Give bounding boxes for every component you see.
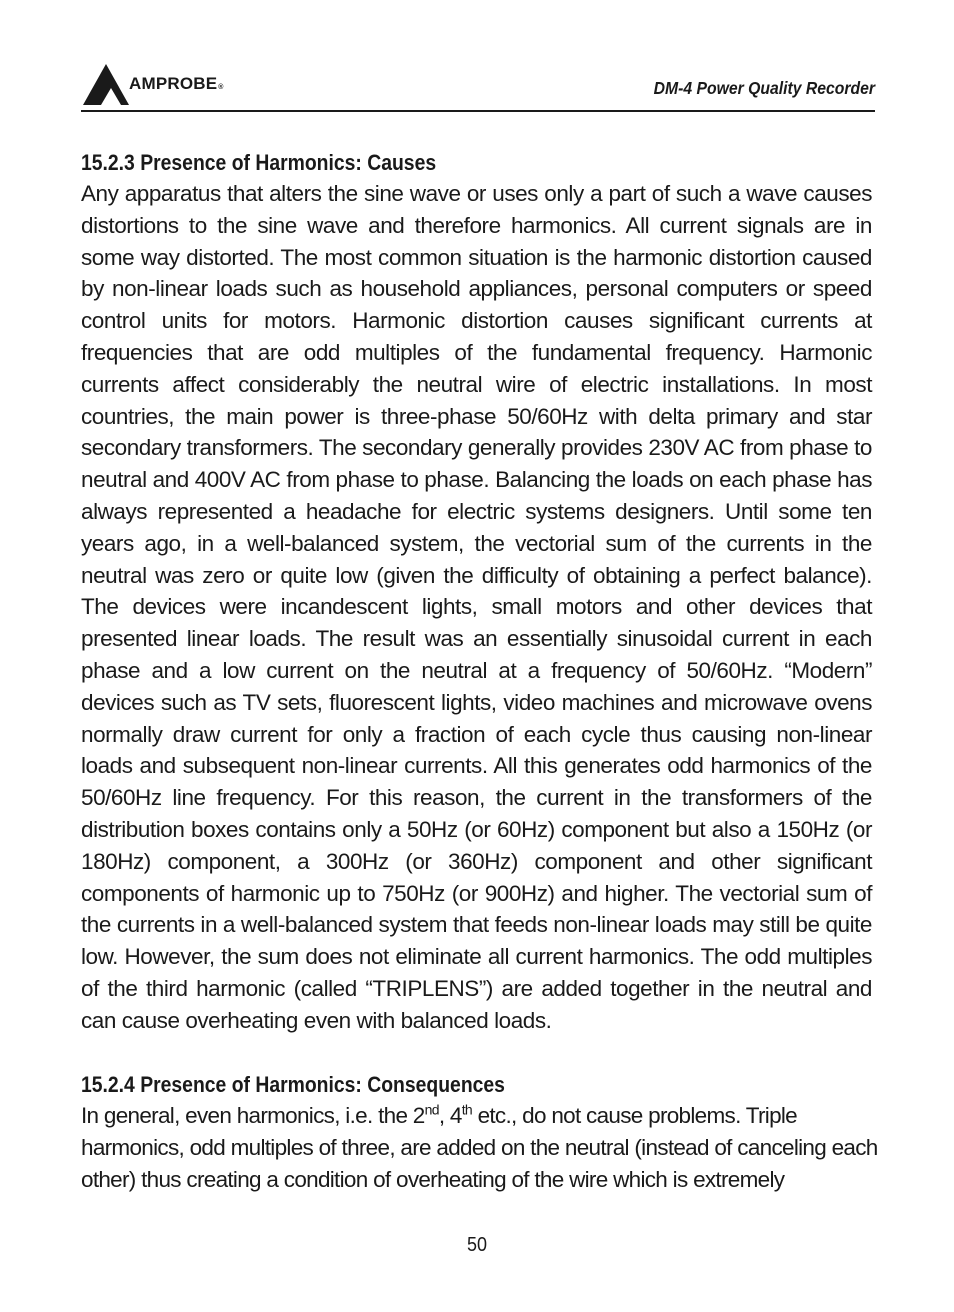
- section-causes: [81, 147, 872, 1037]
- section-consequences: [81, 1069, 881, 1195]
- amprobe-triangle-icon: [81, 62, 131, 106]
- amprobe-logo: [81, 62, 224, 106]
- page-header: [81, 62, 875, 112]
- page-number: 50: [466, 1234, 488, 1256]
- section-body-causes: Any apparatus that alters the sine wave or uses only a part of such a wave causes distortions to the sine wave and therefore harmonics. All current signals are in some way distorted. The most common situation is the harmonic distortion caused by non-linear loads such as household appliances, personal computers or speed control units for motors. Harmonic distortion causes significant currents at frequencies that are odd multiples of the fundamental frequency. Harmonic currents affect considerably the neutral wire of electric installations. In most countries, the main power is three-phase 50/60Hz with delta primary and star secondary transformers. The secondary generally provides 230V AC from phase to neutral and 400V AC from phase to phase. Balancing the loads on each phase has always represented a headache for electric systems designers. Until some ten years ago, in a well-balanced system, the vectorial sum of the currents in the neutral was zero or quite low (given the difficulty of obtaining a perfect balance). The devices were incandescent lights, small motors and other devices that presented linear loads. The result was an essentially sinusoidal current in each phase and a low current on the neutral at a frequency of 50/60Hz. “Modern” devices such as TV sets, fluorescent lights, video machines and microwave ovens normally draw current for only a fraction of each cycle thus causing non-linear loads and subsequent non-linear currents. All this generates odd harmonics of the 50/60Hz line frequency. For this reason, the current in the transformers of the distribution boxes contains only a 50Hz (or 60Hz) component but also a 150Hz (or 180Hz) component, a 300Hz (or 360Hz) component and other significant components of harmonic up to 750Hz (or 900Hz) and higher. The vectorial sum of the currents in a well-balanced system that feeds non-linear loads may still be quite low. However, the sum does not eliminate all current harmonics. The odd multiples of the third harmonic (called “TRIPLENS”) are added together in the neutral and can cause overheating even with balanced loads.: [81, 181, 872, 1033]
- section-body-consequences: In general, even harmonics, i.e. the 2nd, 4th etc., do not cause problems. Triple harmonics, odd multiples of three, are added on the neutral (instead of canceling each other) thus creating a condition of overheating of the wire which is extremely: [81, 1101, 878, 1192]
- document-title: DM-4 Power Quality Recorder: [653, 78, 875, 98]
- section-heading-causes: 15.2.3 Presence of Harmonics: Causes: [81, 150, 437, 175]
- section-heading-consequences: 15.2.4 Presence of Harmonics: Consequences: [81, 1072, 505, 1097]
- brand-name: AMPROBE®: [129, 74, 224, 93]
